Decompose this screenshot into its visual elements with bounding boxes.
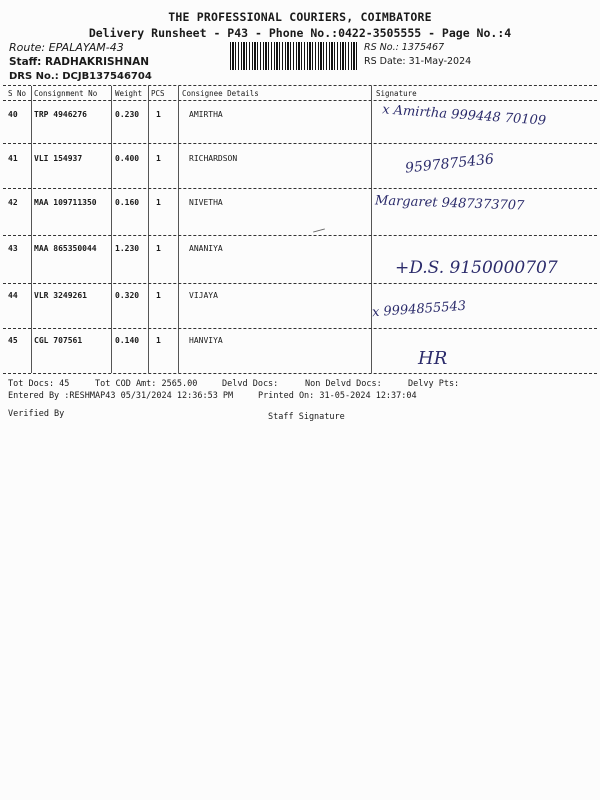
row-consignee: ANANIYA bbox=[189, 244, 223, 253]
col-header-signature: Signature bbox=[376, 89, 417, 98]
row-consignee: HANVIYA bbox=[189, 336, 223, 345]
row-sno: 42 bbox=[8, 198, 18, 207]
column-divider bbox=[31, 86, 32, 373]
row-pcs: 1 bbox=[156, 291, 161, 300]
col-header-weight: Weight bbox=[115, 89, 143, 98]
barcode-image bbox=[230, 42, 358, 70]
row-sno: 43 bbox=[8, 244, 18, 253]
row-separator bbox=[3, 283, 597, 284]
recipient-signature: 9597875436 bbox=[404, 151, 495, 177]
recipient-signature: x 9994855543 bbox=[371, 298, 467, 321]
rs-number: RS No.: 1375467 bbox=[364, 42, 445, 53]
staff-label: Staff: RADHAKRISHNAN bbox=[9, 56, 150, 68]
row-consignment: VLR 3249261 bbox=[34, 291, 87, 300]
column-divider bbox=[178, 86, 179, 373]
row-consignment: TRP 4946276 bbox=[34, 110, 87, 119]
delivery-points: Delvy Pts: bbox=[408, 379, 460, 389]
row-sno: 45 bbox=[8, 336, 18, 345]
row-weight: 1.230 bbox=[115, 244, 140, 253]
row-weight: 0.140 bbox=[115, 336, 140, 345]
entered-by: Entered By :RESHMAP43 05/31/2024 12:36:53 PM bbox=[8, 391, 234, 401]
recipient-signature: HR bbox=[418, 348, 448, 369]
header-bottom-rule bbox=[3, 100, 597, 101]
row-consignment: VLI 154937 bbox=[34, 154, 83, 163]
printed-on: Printed On: 31-05-2024 12:37:04 bbox=[258, 391, 417, 401]
total-cod-amount: Tot COD Amt: 2565.00 bbox=[95, 379, 198, 389]
row-sno: 40 bbox=[8, 110, 18, 119]
non-delivered-docs: Non Delvd Docs: bbox=[305, 379, 382, 389]
route-label: Route: EPALAYAM-43 bbox=[9, 41, 124, 54]
stray-mark bbox=[313, 228, 325, 232]
table-bottom-rule bbox=[3, 373, 597, 374]
recipient-signature: +D.S. 9150000707 bbox=[395, 258, 558, 278]
row-separator bbox=[3, 328, 597, 329]
row-pcs: 1 bbox=[156, 198, 161, 207]
row-consignment: MAA 109711350 bbox=[34, 198, 97, 207]
col-header-consignee: Consignee Details bbox=[182, 89, 259, 98]
row-consignee: RICHARDSON bbox=[189, 154, 238, 163]
row-consignment: CGL 707561 bbox=[34, 336, 83, 345]
row-sno: 41 bbox=[8, 154, 18, 163]
row-weight: 0.160 bbox=[115, 198, 140, 207]
recipient-signature: x Amirtha 999448 70109 bbox=[381, 102, 547, 129]
runsheet-title: Delivery Runsheet - P43 - Phone No.:0422-3505555 - Page No.:4 bbox=[88, 26, 512, 40]
row-separator bbox=[3, 143, 597, 144]
delivered-docs: Delvd Docs: bbox=[222, 379, 279, 389]
verified-by-label: Verified By bbox=[8, 409, 65, 419]
staff-signature-label: Staff Signature bbox=[268, 412, 345, 422]
company-title: THE PROFESSIONAL COURIERS, COIMBATORE bbox=[168, 10, 432, 24]
table-top-rule bbox=[3, 85, 597, 86]
row-weight: 0.320 bbox=[115, 291, 140, 300]
rs-date: RS Date: 31-May-2024 bbox=[364, 56, 472, 67]
row-consignee: VIJAYA bbox=[189, 291, 218, 300]
column-divider bbox=[371, 86, 372, 373]
row-pcs: 1 bbox=[156, 244, 161, 253]
row-separator bbox=[3, 188, 597, 189]
column-divider bbox=[148, 86, 149, 373]
total-docs: Tot Docs: 45 bbox=[8, 379, 70, 389]
col-header-pcs: PCS bbox=[151, 89, 165, 98]
row-pcs: 1 bbox=[156, 110, 161, 119]
row-consignee: NIVETHA bbox=[189, 198, 223, 207]
row-separator bbox=[3, 235, 597, 236]
row-weight: 0.400 bbox=[115, 154, 140, 163]
col-header-consignment: Consignment No bbox=[34, 89, 98, 98]
row-pcs: 1 bbox=[156, 154, 161, 163]
row-consignee: AMIRTHA bbox=[189, 110, 223, 119]
row-consignment: MAA 865350044 bbox=[34, 244, 97, 253]
col-header-sno: S No bbox=[8, 89, 27, 98]
row-pcs: 1 bbox=[156, 336, 161, 345]
column-divider bbox=[111, 86, 112, 373]
row-weight: 0.230 bbox=[115, 110, 140, 119]
drs-number: DRS No.: DCJB137546704 bbox=[9, 71, 152, 82]
row-sno: 44 bbox=[8, 291, 18, 300]
recipient-signature: Margaret 9487373707 bbox=[374, 193, 525, 214]
